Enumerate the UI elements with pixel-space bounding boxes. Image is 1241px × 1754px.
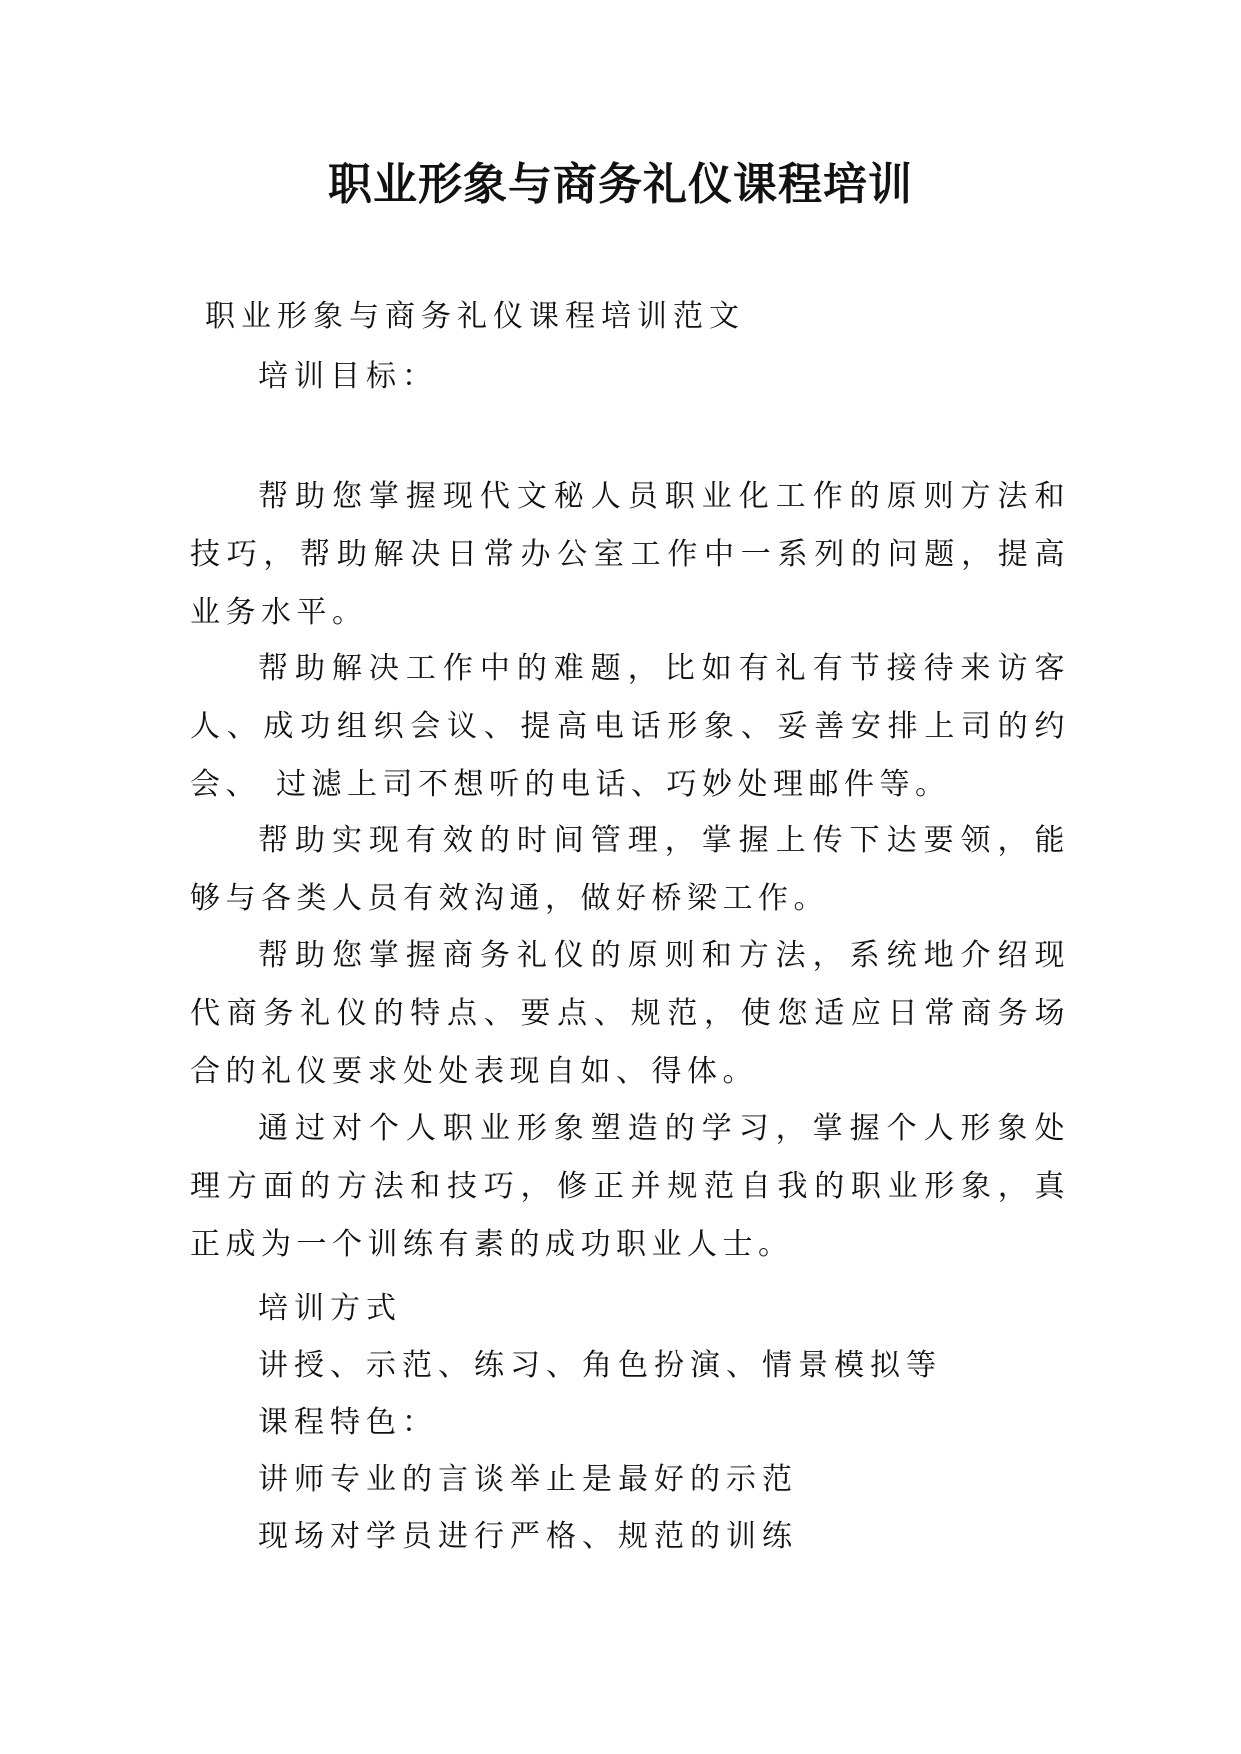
feature-item: 现场对学员进行严格、规范的训练 bbox=[258, 1519, 798, 1554]
features-heading: 课程特色： bbox=[258, 1405, 438, 1440]
paragraph: 帮助解决工作中的难题，比如有礼有节接待来访客人、成功组织会议、提高电话形象、妥善安排上司的约会、 过滤上司不想听的电话、巧妙处理邮件等。 bbox=[190, 651, 1070, 802]
method-heading: 培训方式 bbox=[258, 1291, 402, 1326]
paragraph: 帮助您掌握现代文秘人员职业化工作的原则方法和技巧，帮助解决日常办公室工作中一系列的问题，提高业务水平。 bbox=[190, 479, 1070, 630]
method-text: 讲授、示范、练习、角色扮演、情景模拟等 bbox=[258, 1348, 942, 1383]
document-subtitle: 职业形象与商务礼仪课程培训范文 bbox=[205, 299, 745, 334]
feature-item: 讲师专业的言谈举止是最好的示范 bbox=[258, 1462, 798, 1497]
goals-heading: 培训目标： bbox=[258, 359, 438, 394]
document-title: 职业形象与商务礼仪课程培训 bbox=[328, 159, 913, 210]
paragraph: 通过对个人职业形象塑造的学习，掌握个人形象处理方面的方法和技巧，修正并规范自我的职业形象，真正成为一个训练有素的成功职业人士。 bbox=[190, 1111, 1070, 1262]
paragraph: 帮助您掌握商务礼仪的原则和方法，系统地介绍现代商务礼仪的特点、要点、规范，使您适应日常商务场合的礼仪要求处处表现自如、得体。 bbox=[190, 938, 1070, 1089]
paragraph: 帮助实现有效的时间管理，掌握上传下达要领，能够与各类人员有效沟通，做好桥梁工作。 bbox=[190, 823, 1070, 916]
